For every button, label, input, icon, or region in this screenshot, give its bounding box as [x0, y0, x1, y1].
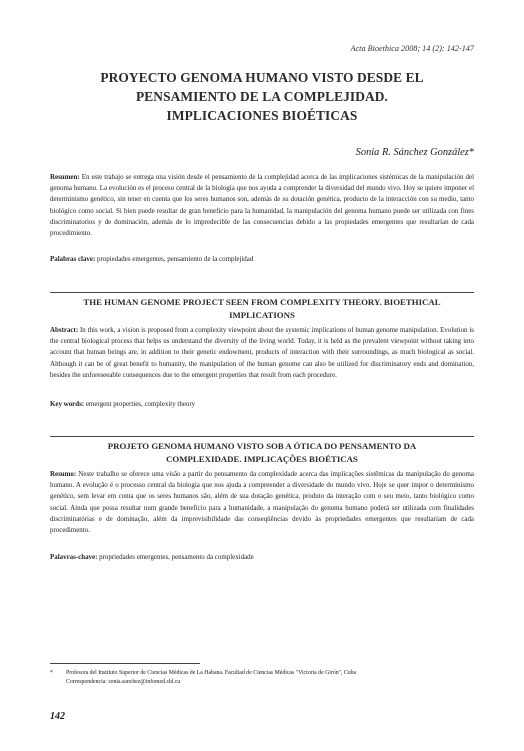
section-title-line-2: COMPLEXIDADE. IMPLICAÇÕES BIOÉTICAS	[166, 453, 358, 464]
article-title	[60, 68, 464, 125]
keywords-label: Palabras clave:	[50, 255, 96, 263]
title-line-1: PROYECTO GENOMA HUMANO VISTO DESDE EL	[100, 70, 424, 85]
section-divider	[50, 292, 474, 293]
abstract-text: In this work, a vision is proposed from a complexity viewpoint about the systemic implications of human genome manipulation. Evolution is the central biological process that helps us understand the diversity of the living world. Today, it is held as the prevalent viewpoint without taking into account that human beings are, in addition to their genetic endowment, products of interaction with their surroundings, as much biological as social. Although it can be of great benefit to humanity, the manipulation of the human genome can also be utilized for discriminatory ends and domination, besides the unforeseeable consequences due to the emergent properties that result from each procedure.	[50, 326, 474, 379]
abstract-text: Neste trabalho se oferece uma visão a partir do pensamento da complexidade acerca das implicações sistêmicas da manipulação do genoma humano. A evolução é o processo central da biologia que nos ajuda a compreender a diversidade do mundo vivo. Hoje se quer impor o determinismo genético, sem levar em conta que os seres humanos são, além de sua dotação genética, produto da interação com o seu meio, tanto biológico como social. Ainda que possa resultar num grande benefício para a humanidade, a manipulação do genoma humano poderá ser utilizada com finalidades discriminatórias e de dominação, além da imprevisibilidade das conseqüências devido às propriedades emergentes que resultariam de cada procedimento.	[50, 470, 474, 535]
author-name: Sonia R. Sánchez González*	[355, 147, 474, 158]
portuguese-keywords	[50, 552, 474, 563]
portuguese-section-title	[50, 440, 474, 465]
footnote-affiliation: Profesora del Instituto Superior de Ciencias Médicas de La Habana. Facultad de Ciencias Médicas "Victoria de Girón", Cuba	[66, 670, 357, 676]
keywords-label: Palavras-chave:	[50, 553, 98, 561]
section-title-line-2: IMPLICATIONS	[229, 309, 295, 320]
footnote-correspondence: Correspondencia: sonia.sanchez@infomed.sld.cu	[66, 679, 181, 685]
keywords-text: emergent properties, complexity theory	[85, 400, 196, 408]
title-line-2: PENSAMIENTO DE LA COMPLEJIDAD.	[136, 89, 388, 104]
abstract-label: Resumo:	[50, 470, 77, 478]
footnote	[50, 669, 474, 687]
journal-reference: Acta Bioethica 2008; 14 (2): 142-147	[350, 44, 474, 53]
section-title-line-1: PROJETO GENOMA HUMANO VISTO SOB A ÓTICA DO PENSAMENTO DA	[107, 441, 417, 451]
keywords-text: propiedades emergentes, pensamiento de la complejidad	[97, 255, 254, 263]
portuguese-abstract	[50, 469, 474, 536]
abstract-text: En este trabajo se entrega una visión desde el pensamiento de la complejidad acerca de las implicaciones sistémicas de la manipulación del genoma humano. La evolución es el proceso central de la biología que nos ayuda a comprender la diversidad del mundo vivo. Hoy se quiere imponer el determinismo genético, sin tener en cuenta que los seres humanos son, además de su dotación genética, producto de la interacción con su medio, tanto biológico como social. Si bien puede resultar de gran beneficio para la humanidad, la manipulación del genoma humano puede ser utilizada con fines discriminatorios y de dominación, además de lo impredecible de las consecuencias debido a las propiedades emergentes que resultarían de cada procedimiento.	[50, 173, 474, 238]
abstract-label: Abstract:	[50, 326, 79, 334]
english-abstract	[50, 325, 474, 381]
english-keywords	[50, 399, 474, 410]
footnote-divider	[50, 663, 200, 664]
keywords-label: Key words:	[50, 400, 85, 408]
spanish-abstract	[50, 172, 474, 239]
spanish-keywords	[50, 254, 474, 265]
english-section-title	[50, 296, 474, 321]
page-number: 142	[50, 711, 65, 722]
footnote-mark: *	[50, 670, 53, 676]
title-line-3: IMPLICACIONES BIOÉTICAS	[166, 108, 358, 123]
section-title-line-1: THE HUMAN GENOME PROJECT SEEN FROM COMPLEXITY THEORY. BIOETHICAL	[83, 297, 441, 307]
section-divider	[50, 436, 474, 437]
keywords-text: propriedades emergentes, pensamento da complexidade	[99, 553, 254, 561]
abstract-label: Resumen:	[50, 173, 80, 181]
